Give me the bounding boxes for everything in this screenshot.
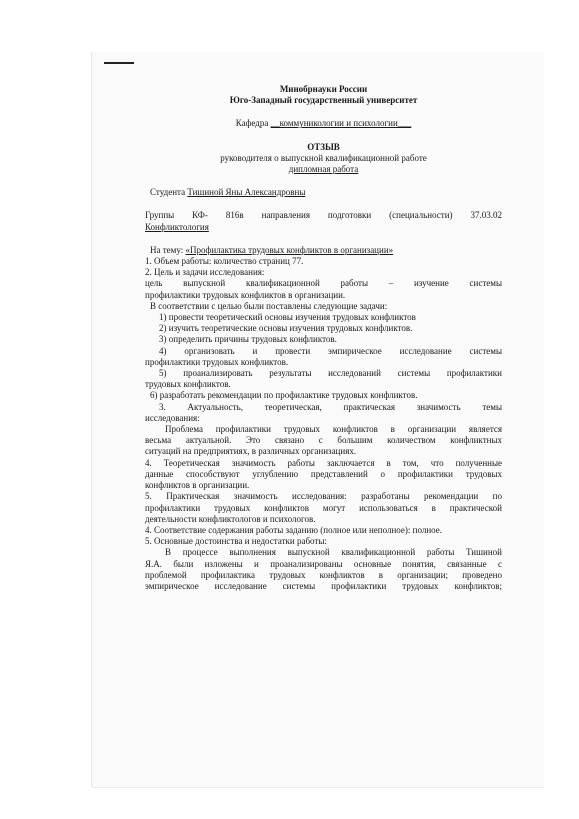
review-document: [145, 84, 502, 592]
doc-title: ОТЗЫВ: [307, 141, 340, 152]
doc-subtitle: руководителя о выпускной квалификационной работе: [220, 152, 427, 163]
task-2: 2) изучить теоретические основы изучения трудовых конфликтов.: [159, 323, 413, 334]
practice-line-3: деятельности конфликтологов и психологов.: [145, 513, 316, 524]
item-compliance: 4. Соответствие содержания работы заданию (полное или неполное): полное.: [145, 524, 443, 535]
relevance-heading-1: 3. Актуальность, теоретическая, практическая значимость темы: [159, 401, 502, 412]
ministry-header: Минобрнауки России: [279, 84, 368, 94]
department-name: __коммуникологии и психологии___: [270, 118, 412, 129]
task-4-line-2: профилактики трудовых конфликтов.: [145, 356, 289, 367]
department-line: [145, 118, 502, 129]
task-4-line-1: 4) организовать и провести эмпирическое исследование системы: [159, 345, 502, 356]
group-line-2: Конфликтология: [145, 221, 209, 232]
topic-text: «Профилактика трудовых конфликтов в организации»: [185, 244, 394, 255]
university-header: Юго-Западный государственный университет: [229, 95, 418, 106]
theory-line-2: данные способствуют углублению представлений о профилактики трудовых: [145, 468, 502, 479]
item-goals: 2. Цель и задачи исследования:: [145, 267, 265, 278]
group-line-1: Группы КФ- 816в направления подготовки (специальности) 37.03.02: [145, 210, 502, 221]
item-volume: 1. Объем работы: количество страниц 77.: [145, 256, 304, 267]
theory-line-3: конфликтов в организации.: [145, 480, 250, 491]
practice-line-2: профилактики трудовых конфликтов могут использоваться в практической: [145, 502, 502, 513]
goal-line-2: профилактики трудовых конфликтов в организации.: [145, 289, 346, 300]
topic-prefix: На тему:: [150, 244, 184, 255]
student-line: [145, 187, 502, 198]
tasks-intro: В соответствии с целью были поставлены следующие задачи:: [150, 300, 388, 311]
strengths-line-1: В процессе выполнения выпускной квалификационной работы Тишиной: [165, 547, 502, 558]
topic-line: [145, 245, 502, 256]
task-6: 6) разработать рекомендации по профилактике трудовых конфликтов.: [150, 390, 418, 401]
item-strengths: 5. Основные достоинства и недостатки работы:: [145, 536, 327, 547]
strengths-line-3: проблемой профилактика трудовых конфликтов в организации; проведено: [145, 569, 502, 580]
relevance-line-1: Проблема профилактики трудовых конфликтов в организации является: [165, 424, 502, 435]
student-prefix: Студента: [150, 187, 186, 198]
relevance-line-3: ситуаций на предприятиях, в различных организациях.: [145, 446, 357, 457]
relevance-line-2: весьма актуальной. Это связано с большим количеством конфликтных: [145, 435, 502, 446]
student-name: Тишиной Яны Александровны: [187, 187, 306, 198]
task-5-line-2: трудовых конфликтов.: [145, 379, 231, 390]
practice-line-1: 5. Практическая значимость исследования: разработаны рекомендации по: [145, 491, 502, 502]
department-prefix: Кафедра: [235, 118, 269, 129]
task-3: 3) определить причины трудовых конфликтов.: [159, 334, 337, 345]
work-type: дипломная работа: [288, 164, 359, 175]
theory-line-1: 4. Теоретическая значимость работы заключается в том, что полученные: [145, 457, 502, 468]
task-1: 1) провести теоретический основы изучения трудовых конфликтов: [159, 312, 416, 323]
strengths-line-4: эмпирическое исследование системы профилактики трудовых конфликтов;: [145, 580, 502, 591]
corner-mark: [104, 62, 134, 64]
strengths-line-2: Я.А. были изложены и проанализированы основные понятия, связанные с: [145, 558, 502, 569]
task-5-line-1: 5) проанализировать результаты исследований системы профилактики: [159, 368, 502, 379]
goal-line-1: цель выпускной квалификационной работы – изучение системы: [145, 278, 502, 289]
relevance-heading-2: исследования:: [145, 412, 200, 423]
